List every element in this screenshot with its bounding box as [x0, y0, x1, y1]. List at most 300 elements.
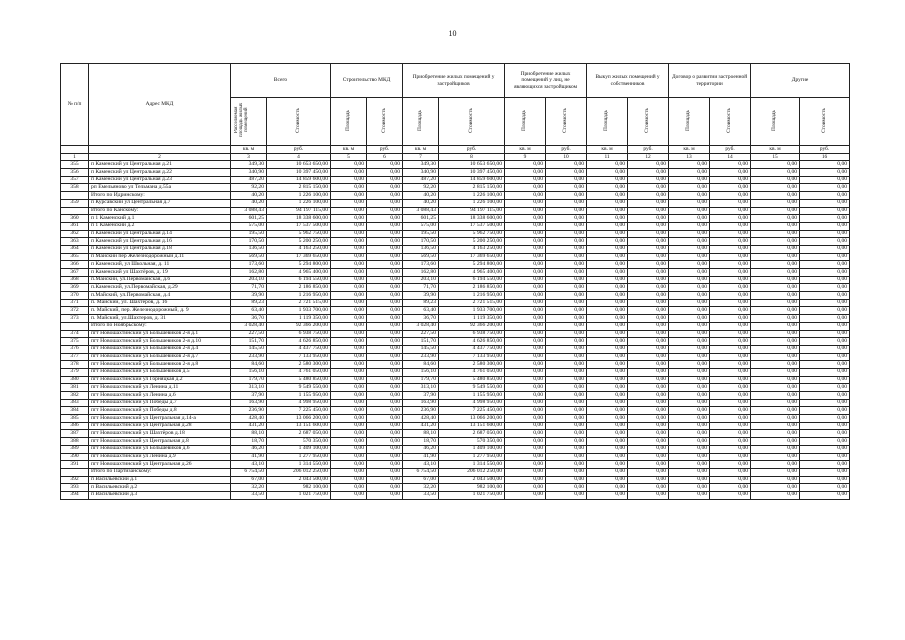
- row-value: 0,00: [628, 238, 669, 246]
- row-value: 0,00: [505, 322, 546, 330]
- row-value: 0,00: [710, 422, 751, 430]
- row-number: [61, 192, 89, 200]
- row-address: пгт Новошахтинский ул Большевиков 2-я д.10: [89, 338, 231, 346]
- table-row: [61, 199, 850, 207]
- row-value: 0,00: [331, 376, 367, 384]
- row-value: 0,00: [546, 407, 587, 415]
- table-row: [61, 368, 850, 376]
- row-address: п Каменский ул Центральная д.14: [89, 230, 231, 238]
- row-value: 487,20: [231, 176, 267, 184]
- row-value: 0,00: [367, 276, 403, 284]
- row-value: 0,00: [628, 422, 669, 430]
- row-value: 0,00: [751, 476, 800, 484]
- table-row: [61, 338, 850, 346]
- header-area: Площадь: [587, 98, 628, 146]
- row-value: 0,00: [751, 315, 800, 323]
- row-value: 4 163 250,00: [439, 245, 505, 253]
- row-value: 0,00: [628, 484, 669, 492]
- row-value: 0,00: [800, 184, 850, 192]
- row-value: 0,00: [628, 284, 669, 292]
- row-value: 5 200 250,00: [267, 238, 331, 246]
- row-value: 0,00: [505, 330, 546, 338]
- table-row: [61, 215, 850, 223]
- row-number: 387: [61, 430, 89, 438]
- row-number: [61, 207, 89, 215]
- row-address: пгт Новошахтинский ул Горняцкая д.2: [89, 376, 231, 384]
- row-value: 0,00: [505, 422, 546, 430]
- row-value: 206 012 250,00: [439, 468, 505, 476]
- row-address: пгт Новошахтинский ул Большевиков 2-я д.7: [89, 353, 231, 361]
- row-value: 10 397 450,00: [267, 169, 331, 177]
- row-value: 1 021 750,00: [267, 491, 331, 499]
- row-value: 0,00: [710, 430, 751, 438]
- row-value: 0,00: [751, 384, 800, 392]
- row-value: 0,00: [505, 169, 546, 177]
- row-value: 0,00: [669, 330, 710, 338]
- row-value: 0,00: [505, 199, 546, 207]
- row-value: 0,00: [800, 415, 850, 423]
- row-number: 368: [61, 276, 89, 284]
- row-value: 163,90: [231, 399, 267, 407]
- row-value: 0,00: [669, 476, 710, 484]
- row-value: 0,00: [800, 307, 850, 315]
- row-value: 4 437 750,00: [439, 345, 505, 353]
- row-value: 2 721 515,00: [439, 299, 505, 307]
- row-address: пгт Новошахтинский ул Победы д.8: [89, 407, 231, 415]
- row-number: 360: [61, 215, 89, 223]
- row-value: 94 197 115,00: [439, 207, 505, 215]
- row-value: 0,00: [751, 253, 800, 261]
- row-value: 0,00: [751, 368, 800, 376]
- row-value: 1 216 950,00: [267, 292, 331, 300]
- row-value: 4 998 950,00: [267, 399, 331, 407]
- row-value: 0,00: [367, 261, 403, 269]
- row-value: 4 761 050,00: [267, 368, 331, 376]
- row-value: 173,60: [231, 261, 267, 269]
- row-value: 0,00: [628, 445, 669, 453]
- table-row: [61, 438, 850, 446]
- row-value: 0,00: [587, 330, 628, 338]
- row-value: 0,00: [331, 415, 367, 423]
- row-value: 0,00: [751, 199, 800, 207]
- row-value: 0,00: [587, 407, 628, 415]
- row-value: 18,70: [231, 438, 267, 446]
- row-value: 0,00: [800, 368, 850, 376]
- row-value: 170,50: [403, 238, 439, 246]
- row-value: 0,00: [800, 238, 850, 246]
- row-value: 0,00: [587, 245, 628, 253]
- row-value: 32,20: [403, 484, 439, 492]
- row-value: 0,00: [587, 207, 628, 215]
- row-value: 0,00: [505, 230, 546, 238]
- row-value: 569,50: [403, 253, 439, 261]
- row-value: 0,00: [587, 384, 628, 392]
- row-value: 0,00: [546, 345, 587, 353]
- row-value: 0,00: [669, 468, 710, 476]
- row-value: 0,00: [669, 422, 710, 430]
- row-value: 1 226 100,00: [267, 199, 331, 207]
- row-value: 0,00: [331, 491, 367, 499]
- row-value: 6 754,50: [403, 468, 439, 476]
- row-value: 0,00: [367, 222, 403, 230]
- row-value: 36,70: [231, 315, 267, 323]
- row-value: 0,00: [546, 176, 587, 184]
- row-value: 0,00: [710, 338, 751, 346]
- row-value: 0,00: [367, 299, 403, 307]
- row-value: 4 626 850,00: [267, 338, 331, 346]
- row-value: 0,00: [628, 222, 669, 230]
- row-value: 0,00: [367, 484, 403, 492]
- row-value: 0,00: [800, 430, 850, 438]
- row-number: 375: [61, 338, 89, 346]
- row-value: 0,00: [751, 430, 800, 438]
- header-area: Площадь: [751, 98, 800, 146]
- row-value: 0,00: [800, 161, 850, 169]
- row-value: 0,00: [800, 384, 850, 392]
- header-area: Площадь: [403, 98, 439, 146]
- subtotal-row: [61, 192, 850, 200]
- row-value: 0,00: [331, 253, 367, 261]
- table-row: [61, 399, 850, 407]
- row-value: 0,00: [710, 353, 751, 361]
- row-value: 0,00: [628, 461, 669, 469]
- row-value: 0,00: [628, 376, 669, 384]
- row-value: 0,00: [331, 261, 367, 269]
- row-value: 0,00: [628, 245, 669, 253]
- row-value: 0,00: [367, 445, 403, 453]
- row-value: 0,00: [751, 468, 800, 476]
- row-value: 13 066 200,00: [267, 415, 331, 423]
- row-address: пгт Новошахтинский ул Большевиков 2-я д.8: [89, 361, 231, 369]
- row-value: 0,00: [546, 184, 587, 192]
- row-value: 0,00: [546, 161, 587, 169]
- row-value: 0,00: [669, 176, 710, 184]
- row-value: 145,50: [403, 345, 439, 353]
- table-row: [61, 276, 850, 284]
- row-value: 0,00: [331, 484, 367, 492]
- header-group-buyout: Выкуп жилых помещений у собственников: [587, 64, 669, 98]
- row-value: 145,50: [231, 345, 267, 353]
- row-value: 0,00: [710, 284, 751, 292]
- row-value: 206 012 250,00: [267, 468, 331, 476]
- row-value: 0,00: [800, 407, 850, 415]
- row-value: 0,00: [546, 230, 587, 238]
- table-row: [61, 445, 850, 453]
- row-value: 2 580 300,00: [439, 361, 505, 369]
- row-value: 67,00: [231, 476, 267, 484]
- header-group-other: Другие: [751, 64, 850, 98]
- row-value: 0,00: [800, 484, 850, 492]
- row-value: 0,00: [800, 476, 850, 484]
- row-value: 170,50: [231, 238, 267, 246]
- row-value: 0,00: [331, 322, 367, 330]
- row-value: 0,00: [505, 392, 546, 400]
- row-value: 0,00: [546, 222, 587, 230]
- row-value: 0,00: [546, 169, 587, 177]
- table-row: [61, 238, 850, 246]
- row-value: 0,00: [587, 184, 628, 192]
- row-value: 17 537 500,00: [439, 222, 505, 230]
- row-value: 0,00: [751, 361, 800, 369]
- row-value: 0,00: [367, 476, 403, 484]
- row-value: 0,00: [587, 176, 628, 184]
- row-value: 0,00: [751, 299, 800, 307]
- row-value: 156,10: [231, 368, 267, 376]
- row-value: 0,00: [546, 253, 587, 261]
- row-value: 7 225 450,00: [439, 407, 505, 415]
- row-value: 0,00: [751, 415, 800, 423]
- row-value: 0,00: [751, 399, 800, 407]
- row-value: 0,00: [628, 199, 669, 207]
- row-value: 4 998 950,00: [439, 399, 505, 407]
- row-value: 0,00: [628, 299, 669, 307]
- row-value: 0,00: [800, 338, 850, 346]
- row-value: 0,00: [669, 430, 710, 438]
- table-row: [61, 384, 850, 392]
- table-row: [61, 299, 850, 307]
- row-value: 71,70: [403, 284, 439, 292]
- row-value: 63,40: [231, 307, 267, 315]
- row-address: п Васильевский д.3: [89, 491, 231, 499]
- row-value: 2 815 150,00: [267, 184, 331, 192]
- row-value: 0,00: [331, 384, 367, 392]
- row-value: 0,00: [751, 215, 800, 223]
- row-value: 0,00: [331, 184, 367, 192]
- row-value: 0,00: [751, 284, 800, 292]
- table-row: [61, 415, 850, 423]
- row-value: 0,00: [505, 176, 546, 184]
- row-value: 0,00: [331, 176, 367, 184]
- row-value: 0,00: [800, 392, 850, 400]
- row-number: [61, 322, 89, 330]
- row-address: пгт Новошахтинский ул Ленина д.6: [89, 392, 231, 400]
- header-area: Площадь: [331, 98, 367, 146]
- row-value: 0,00: [800, 261, 850, 269]
- header-area: Площадь: [505, 98, 546, 146]
- row-value: 0,00: [800, 176, 850, 184]
- row-value: 0,00: [800, 207, 850, 215]
- row-value: 46,20: [231, 445, 267, 453]
- row-value: 0,00: [710, 368, 751, 376]
- row-value: 0,00: [669, 299, 710, 307]
- row-value: 0,00: [331, 407, 367, 415]
- row-value: 0,00: [587, 438, 628, 446]
- row-value: 0,00: [546, 438, 587, 446]
- row-value: 0,00: [669, 407, 710, 415]
- row-address: пгт Новошахтинский ул Центральная д.26: [89, 461, 231, 469]
- header-group-non-developers: Приобретение жилых помещений у лиц, не являющихся застройщиком: [505, 64, 587, 98]
- row-value: 0,00: [331, 430, 367, 438]
- row-value: 136,50: [231, 245, 267, 253]
- row-value: 0,00: [587, 276, 628, 284]
- row-value: 0,00: [628, 399, 669, 407]
- row-value: 43,10: [231, 461, 267, 469]
- table-row: [61, 484, 850, 492]
- row-value: 0,00: [751, 322, 800, 330]
- row-address: пгт Новошахтинский ул Ленина д.9: [89, 453, 231, 461]
- header-group-total: Всего: [231, 64, 331, 98]
- row-number: 384: [61, 407, 89, 415]
- row-address: Итого по Партизанскому:: [89, 468, 231, 476]
- table-row: [61, 161, 850, 169]
- row-value: 0,00: [710, 199, 751, 207]
- row-value: 0,00: [331, 330, 367, 338]
- row-value: 0,00: [628, 361, 669, 369]
- row-value: 236,90: [403, 407, 439, 415]
- row-address: пгт Новошахтинский ул Большевиков д.6: [89, 445, 231, 453]
- row-value: 41,90: [231, 453, 267, 461]
- row-number: 388: [61, 438, 89, 446]
- row-value: 0,00: [367, 315, 403, 323]
- table-row: [61, 330, 850, 338]
- row-value: 0,00: [546, 338, 587, 346]
- table-row: [61, 476, 850, 484]
- row-value: 0,00: [587, 422, 628, 430]
- row-value: 0,00: [587, 161, 628, 169]
- row-address: пгт Новошахтинский ул Шахтёров д.18: [89, 430, 231, 438]
- row-value: 0,00: [628, 330, 669, 338]
- row-value: 0,00: [505, 415, 546, 423]
- row-value: 0,00: [546, 261, 587, 269]
- row-value: 14 859 600,00: [439, 176, 505, 184]
- row-value: 0,00: [367, 215, 403, 223]
- table-row: [61, 407, 850, 415]
- row-value: 227,50: [403, 330, 439, 338]
- row-value: 0,00: [587, 292, 628, 300]
- row-value: 0,00: [800, 361, 850, 369]
- row-value: 0,00: [628, 307, 669, 315]
- row-value: 0,00: [367, 338, 403, 346]
- row-value: 5 962 750,00: [439, 230, 505, 238]
- row-value: 0,00: [710, 407, 751, 415]
- row-number: 393: [61, 484, 89, 492]
- row-value: 0,00: [367, 392, 403, 400]
- row-value: 0,00: [505, 253, 546, 261]
- row-value: 0,00: [710, 376, 751, 384]
- row-value: 0,00: [367, 230, 403, 238]
- row-value: 0,00: [710, 292, 751, 300]
- row-value: 0,00: [367, 368, 403, 376]
- row-value: 0,00: [710, 330, 751, 338]
- row-value: 0,00: [710, 361, 751, 369]
- row-value: 0,00: [331, 292, 367, 300]
- row-value: 0,00: [800, 315, 850, 323]
- row-address: п. Майский, пер. Железнодорожный, д. 9: [89, 307, 231, 315]
- row-value: 0,00: [710, 315, 751, 323]
- row-value: 6 194 550,00: [439, 276, 505, 284]
- row-value: 0,00: [505, 284, 546, 292]
- table-row: [61, 345, 850, 353]
- row-value: 0,00: [800, 276, 850, 284]
- row-value: 0,00: [587, 322, 628, 330]
- row-address: п Каменский ул Центральная д.21: [89, 161, 231, 169]
- row-number: 386: [61, 422, 89, 430]
- row-value: 162,80: [231, 269, 267, 277]
- row-value: 982 100,00: [439, 484, 505, 492]
- row-value: 0,00: [367, 161, 403, 169]
- row-value: 0,00: [751, 338, 800, 346]
- row-value: 0,00: [505, 445, 546, 453]
- row-value: 203,10: [403, 276, 439, 284]
- row-value: 84,60: [403, 361, 439, 369]
- row-number: 358: [61, 184, 89, 192]
- row-value: 0,00: [505, 245, 546, 253]
- row-value: 0,00: [669, 284, 710, 292]
- row-value: 0,00: [800, 422, 850, 430]
- row-value: 233,90: [231, 353, 267, 361]
- row-value: 0,00: [669, 338, 710, 346]
- row-value: 0,00: [331, 230, 367, 238]
- row-value: 0,00: [751, 453, 800, 461]
- table-row: [61, 307, 850, 315]
- row-value: 0,00: [505, 299, 546, 307]
- row-number: 373: [61, 315, 89, 323]
- row-value: 0,00: [505, 484, 546, 492]
- row-value: 2 186 850,00: [267, 284, 331, 292]
- row-value: 569,50: [231, 253, 267, 261]
- row-value: 601,25: [403, 215, 439, 223]
- row-value: 0,00: [587, 399, 628, 407]
- row-value: 0,00: [628, 253, 669, 261]
- row-value: 0,00: [751, 345, 800, 353]
- row-value: 0,00: [751, 307, 800, 315]
- row-value: 0,00: [331, 284, 367, 292]
- row-value: 0,00: [669, 392, 710, 400]
- row-value: 0,00: [669, 322, 710, 330]
- row-value: 0,00: [710, 445, 751, 453]
- row-value: 0,00: [331, 345, 367, 353]
- row-value: 0,00: [669, 261, 710, 269]
- row-value: 0,00: [367, 384, 403, 392]
- row-number: 370: [61, 292, 89, 300]
- row-value: 0,00: [628, 169, 669, 177]
- row-value: 431,20: [403, 422, 439, 430]
- subtotal-row: [61, 207, 850, 215]
- row-value: 0,00: [587, 269, 628, 277]
- row-value: 2 580 300,00: [267, 361, 331, 369]
- row-value: 0,00: [546, 461, 587, 469]
- row-address: п. Майский, ул.Шахтеров, д. 31: [89, 315, 231, 323]
- row-value: 5 962 750,00: [267, 230, 331, 238]
- row-value: 0,00: [751, 230, 800, 238]
- row-number: 371: [61, 299, 89, 307]
- header-address: Адрес МКД: [89, 64, 231, 146]
- row-value: 0,00: [587, 353, 628, 361]
- row-value: 0,00: [751, 461, 800, 469]
- column-numbers-row: 1 2 3 4 5 6 7 8 9 10 11 12 13 14 15 16: [61, 153, 850, 161]
- row-value: 0,00: [710, 245, 751, 253]
- row-value: 0,00: [331, 422, 367, 430]
- row-value: 41,90: [403, 453, 439, 461]
- header-group-developers: Приобретение жилых помещений у застройщиков: [403, 64, 505, 98]
- row-value: 0,00: [587, 445, 628, 453]
- row-value: 2 043 500,00: [439, 476, 505, 484]
- row-value: 0,00: [669, 169, 710, 177]
- row-value: 0,00: [800, 222, 850, 230]
- row-value: 0,00: [800, 330, 850, 338]
- row-value: 0,00: [331, 338, 367, 346]
- row-address: пгт Новошахтинский ул Центральная д.8: [89, 438, 231, 446]
- row-value: 0,00: [751, 491, 800, 499]
- row-value: 0,00: [800, 269, 850, 277]
- row-value: 4 965 400,00: [267, 269, 331, 277]
- row-value: 0,00: [367, 491, 403, 499]
- row-value: 0,00: [800, 215, 850, 223]
- row-value: 0,00: [505, 238, 546, 246]
- row-value: 0,00: [710, 261, 751, 269]
- row-value: 340,90: [231, 169, 267, 177]
- row-value: 0,00: [710, 253, 751, 261]
